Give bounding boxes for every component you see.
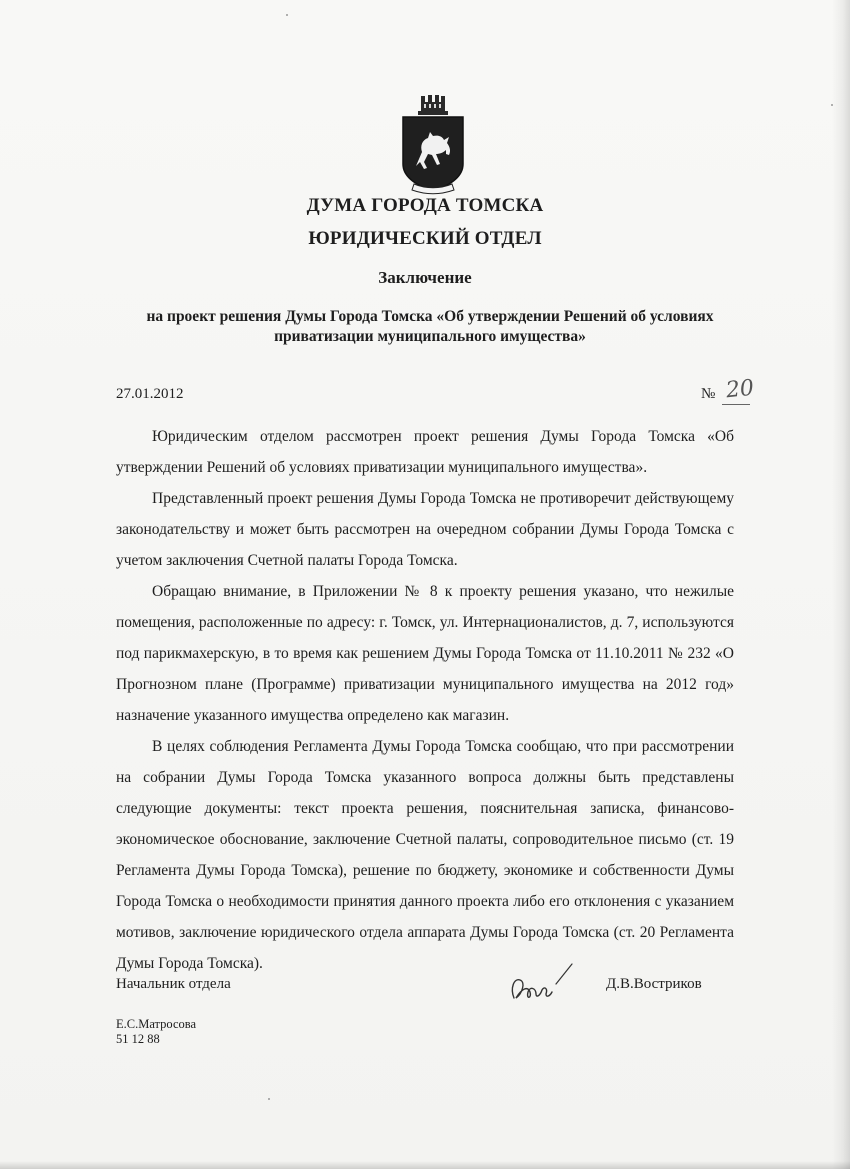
body-paragraph: В целях соблюдения Регламента Думы Города Томска сообщаю, что при рассмотрении на собрании Думы Города Томска указанного вопроса должны быть представлены следующие документы: текст проекта решения, пояснительная записка, финансово-экономическое обоснование, заключение Счетной палаты, сопроводительное письмо (ст. 19 Регламента Думы Города Томска), решение по бюджету, экономике и собственности Думы Города Томска о необходимости принятия данного проекта либо его отклонения с указанием мотивов, заключение юридического отдела аппарата Думы Города Томска (ст. 20 Регламента Думы Города Томска). [116, 738, 734, 972]
document-subject [110, 307, 750, 347]
scan-speck [268, 1098, 270, 1100]
document-body [116, 421, 734, 979]
document-number-label: № [701, 386, 716, 402]
executor-phone: 51 12 88 [116, 1032, 160, 1046]
page-shadow-right [832, 0, 850, 1169]
subject-line: на проект решения Думы Города Томска «Об утверждении Решений об условиях [146, 308, 714, 325]
document-number-handwritten: 20 [724, 375, 756, 404]
body-paragraph: Представленный проект решения Думы Города Томска не противоречит действующему законодательству и может быть рассмотрен на очередном собрании Думы Города Томска с учетом заключения Счетной палаты Города Томска. [116, 490, 734, 569]
department-name: ЮРИДИЧЕСКИЙ ОТДЕЛ [308, 228, 542, 249]
handwritten-signature [506, 958, 580, 1008]
executor-name: Е.С.Матросова [116, 1017, 197, 1031]
executor-block [116, 1017, 196, 1047]
page-shadow-bottom [0, 1161, 850, 1169]
organization-name: ДУМА ГОРОДА ТОМСКА [306, 195, 544, 216]
document-type: Заключение [378, 268, 472, 287]
number-underline [722, 404, 750, 405]
signer-name: Д.В.Востриков [606, 976, 702, 992]
document-date: 27.01.2012 [116, 386, 184, 402]
body-paragraph: Юридическим отделом рассмотрен проект решения Думы Города Томска «Об утверждении Решений об условиях приватизации муниципального имущества». [116, 428, 734, 476]
scan-speck [286, 14, 288, 16]
body-paragraph: Обращаю внимание, в Приложении № 8 к проекту решения указано, что нежилые помещения, расположенные по адресу: г. Томск, ул. Интернационалистов, д. 7, используются под парикмахерскую, в то время как решением Думы Города Томска от 11.10.2011 № 232 «О Прогнозном плане (Программе) приватизации муниципального имущества на 2012 год» назначение указанного имущества определено как магазин. [116, 583, 734, 724]
signer-title: Начальник отдела [116, 976, 231, 992]
scan-speck [831, 104, 833, 106]
coat-of-arms-emblem [400, 92, 466, 196]
subject-line: приватизации муниципального имущества» [274, 328, 586, 345]
